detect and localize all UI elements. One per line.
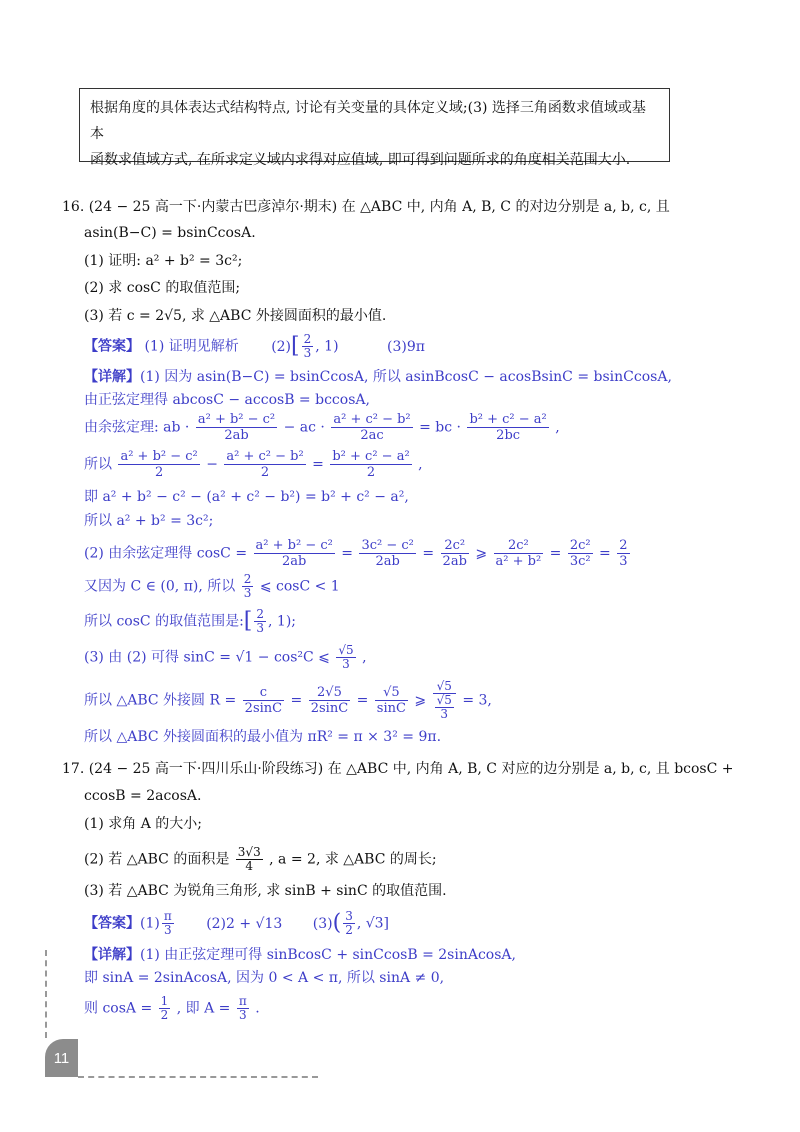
- q17-stem-line-1: 17. (24 − 25 高一下·四川乐山·阶段练习) 在 △ABC 中, 内角 A, B, C 对应的边分别是 a, b, c, 且 bcosC +: [62, 761, 734, 777]
- q17-part-2: (2) 若 △ABC 的面积是 $\frac{3√3}{4}$ , a = 2, 求 △ABC 的周长;: [84, 845, 437, 873]
- q17-answer: 【答案】(1) $\frac{\pi}{3}$ (2)2 + √13 (3)( $\frac{3}{2}$ , √3]: [84, 909, 390, 937]
- q16-detail-5: 即 a² + b² − c² − (a² + c² − b²) = b² + c² − a²,: [84, 489, 409, 505]
- q16-detail-6: 所以 a² + b² = 3c²;: [84, 513, 214, 529]
- q16-detail-2: 由正弦定理得 abcosC − accosB = bccosA,: [84, 392, 370, 408]
- q16-detail-1: 【详解】(1) 因为 asin(B−C) = bsinCcosA, 所以 asinBcosC − acosBsinC = bsinCcosA,: [84, 369, 672, 385]
- q16-answer-3: (3)9π: [387, 338, 425, 355]
- q16-detail-7: (2) 由余弦定理得 cosC = $\frac{\text{a² + b² − c²}}{2ab}$ = $\frac{\text{3c² − c²}}{2ab}$ = $\frac{\text{2c²}}{2ab}$ ⩾ $\frac{\text{2c²}}{\text{a² + b²}}$ = $\frac{\text{2c²}}{\text{3c²}}$ = $\frac{2}{3}$: [84, 538, 628, 569]
- q16-detail-11: 所以 △ABC 外接圆 R = $\frac{c}{2\sin C}$ = $\frac{2√5}{2\sin C}$ = $\frac{√5}{\sin C}$ ⩾ $\frac{√5}{\frac{√5}{3}}$ = 3,: [84, 679, 492, 721]
- q16-answer-2: (2): [271, 338, 292, 355]
- q16-answer-2-frac: $\frac{2}{3}$: [303, 332, 312, 360]
- intro-line-2: 函数求值域方式, 在所求定义域内求得对应值域, 即可得到问题所求的角度相关范围大小.: [90, 152, 631, 168]
- page-corner-dashed-horizontal: [78, 1076, 318, 1078]
- q16-part-2: (2) 求 cosC 的取值范围;: [84, 280, 241, 296]
- q17-stem-line-2: ccosB = 2acosA.: [84, 788, 202, 804]
- q17-answer-label: 【答案】: [84, 915, 140, 932]
- intro-box: [79, 88, 670, 168]
- q16-detail-4: 所以 $\frac{\text{a² + b² − c²}}{2}$ − $\frac{\text{a² + c² − b²}}{2}$ = $\frac{\text{b² + c² − a²}}{2}$ ,: [84, 449, 423, 480]
- q16-detail-9: 所以 cosC 的取值范围是:[ $\frac{2}{3}$ , 1);: [84, 607, 297, 635]
- q16-detail-3: 由余弦定理: ab · $\frac{\text{a² + b² − c²}}{2ab}$ − ac · $\frac{\text{a² + c² − b²}}{2ac}$ = bc · $\frac{\text{b² + c² − a²}}{2bc}$ ,: [84, 412, 560, 443]
- q16-answer-1: (1) 证明见解析: [144, 338, 239, 355]
- q16-answer: 【答案】 (1) 证明见解析 (2)[ $\frac{2}{3}$ , 1) (3)9π: [84, 332, 425, 360]
- q16-detail-label: 【详解】: [84, 369, 140, 385]
- page-number: 11: [45, 1039, 78, 1077]
- q16-detail-12: 所以 △ABC 外接圆面积的最小值为 πR² = π × 3² = 9π.: [84, 729, 442, 745]
- q16-stem-line-2: asin(B−C) = bsinCcosA.: [84, 225, 256, 241]
- q16-detail-10: (3) 由 (2) 可得 sinC = √1 − cos²C ⩽ $\frac{√5}{3}$ ,: [84, 643, 367, 671]
- q17-part-1: (1) 求角 A 的大小;: [84, 816, 203, 832]
- page-corner-dashed-vertical: [45, 950, 47, 1038]
- q16-part-3: (3) 若 c = 2√5, 求 △ABC 外接圆面积的最小值.: [84, 308, 387, 324]
- q17-part-3: (3) 若 △ABC 为锐角三角形, 求 sinB + sinC 的取值范围.: [84, 883, 447, 899]
- q16-stem-line-1: 16. (24 − 25 高一下·内蒙古巴彦淖尔·期末) 在 △ABC 中, 内角 A, B, C 的对边分别是 a, b, c, 且: [62, 199, 670, 215]
- q17-detail-3: 则 cosA = $\frac{1}{2}$ , 即 A = $\frac{\pi}{3}$ .: [84, 994, 260, 1022]
- q16-detail-8: 又因为 C ∈ (0, π), 所以 $\frac{2}{3}$ ⩽ cosC < 1: [84, 572, 340, 600]
- q17-detail-1: 【详解】(1) 由正弦定理可得 sinBcosC + sinCcosB = 2sinAcosA,: [84, 947, 516, 963]
- intro-line-1: 根据角度的具体表达式结构特点, 讨论有关变量的具体定义域;(3) 选择三角函数求值域或基本: [90, 100, 646, 142]
- q16-answer-label: 【答案】: [84, 338, 140, 355]
- q16-part-1: (1) 证明: a² + b² = 3c²;: [84, 253, 243, 269]
- q17-detail-label: 【详解】: [84, 947, 140, 963]
- q17-detail-2: 即 sinA = 2sinAcosA, 因为 0 < A < π, 所以 sinA ≠ 0,: [84, 970, 445, 986]
